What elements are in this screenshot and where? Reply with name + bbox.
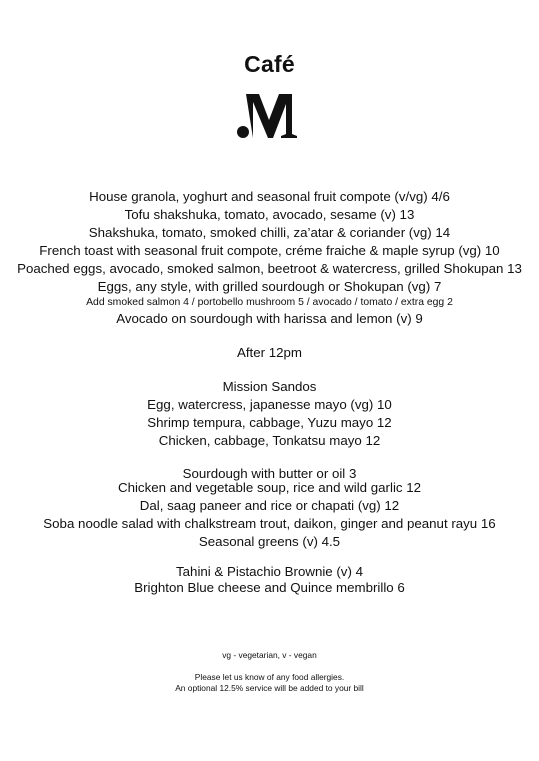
menu-item-seasonal-greens: Seasonal greens (v) 4.5 <box>198 534 341 549</box>
menu-item-poached-eggs: Poached eggs, avocado, smoked salmon, beetroot & watercress, grilled Shokupan 13 <box>17 261 522 276</box>
allergy-note: Please let us know of any food allergies. <box>194 672 345 682</box>
menu-item-shrimp-sando: Shrimp tempura, cabbage, Yuzu mayo 12 <box>147 415 392 430</box>
menu-item-eggs-any-style: Eggs, any style, with grilled sourdough or Shokupan (vg) 7 <box>97 279 442 294</box>
menu-item-sourdough: Sourdough with butter or oil 3 <box>182 466 357 481</box>
menu-item-cheese: Brighton Blue cheese and Quince membrillo 6 <box>134 580 405 595</box>
menu-item-french-toast: French toast with seasonal fruit compote, créme fraiche & maple syrup (vg) 10 <box>39 243 500 258</box>
section-heading-sandos: Mission Sandos <box>222 379 317 394</box>
service-charge-note: An optional 12.5% service will be added to your bill <box>175 683 364 693</box>
menu-item-dal: Dal, saag paneer and rice or chapati (vg) 12 <box>139 498 400 513</box>
m-logo-icon <box>236 90 300 140</box>
menu-item-chicken-sando: Chicken, cabbage, Tonkatsu mayo 12 <box>158 433 381 448</box>
dietary-legend: vg - vegetarian, v - vegan <box>222 650 317 660</box>
menu-item-tofu-shakshuka: Tofu shakshuka, tomato, avocado, sesame (v) 13 <box>124 207 415 222</box>
menu-item-avocado-sourdough: Avocado on sourdough with harissa and lemon (v) 9 <box>116 311 423 326</box>
menu-item-brownie: Tahini & Pistachio Brownie (v) 4 <box>176 564 363 579</box>
menu-item-chicken-soup: Chicken and vegetable soup, rice and wild garlic 12 <box>117 480 422 495</box>
menu-item-add-ons: Add smoked salmon 4 / portobello mushroom 5 / avocado / tomato / extra egg 2 <box>86 297 453 308</box>
section-heading-after-12pm: After 12pm <box>236 345 303 360</box>
menu-item-granola: House granola, yoghurt and seasonal fruit compote (v/vg) 4/6 <box>89 189 450 204</box>
cafe-title: Café <box>244 51 295 77</box>
menu-item-egg-sando: Egg, watercress, japanesse mayo (vg) 10 <box>147 397 392 412</box>
menu-item-shakshuka: Shakshuka, tomato, smoked chilli, za’atar & coriander (vg) 14 <box>88 225 451 240</box>
menu-item-soba-salad: Soba noodle salad with chalkstream trout, daikon, ginger and peanut rayu 16 <box>43 516 496 531</box>
